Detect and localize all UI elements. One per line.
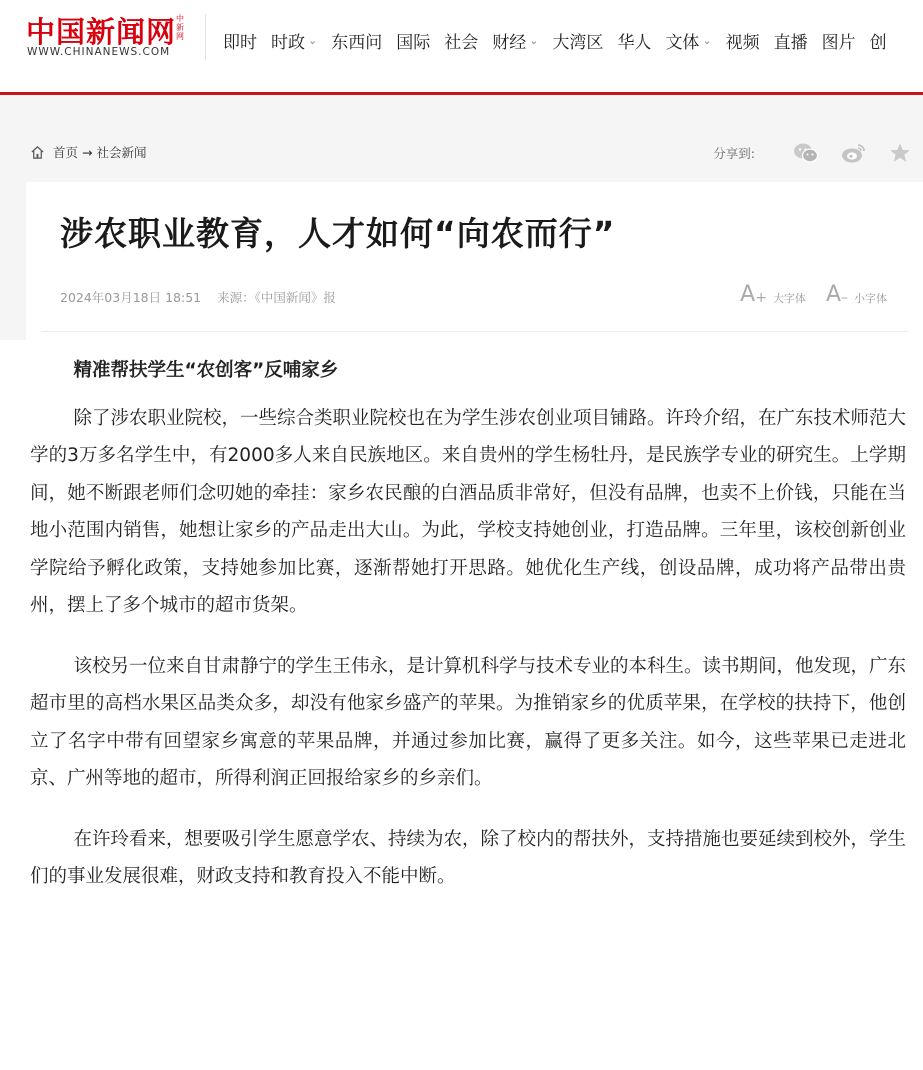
- font-large-icon: A: [740, 282, 756, 307]
- nav-item-label: 直播: [773, 32, 808, 53]
- nav-item[interactable]: [665, 28, 711, 53]
- article-source: 来源：《中国新闻》报: [217, 290, 336, 305]
- font-large-label: 大字体: [772, 292, 806, 305]
- nav-item-label: 时政: [271, 32, 305, 53]
- nav-item-label: 社会: [444, 32, 479, 53]
- nav-item-label: 创: [869, 32, 887, 53]
- chevron-down-icon: ⌄: [702, 33, 712, 47]
- nav-item-label: 文体: [665, 32, 700, 53]
- font-small-icon: A: [825, 282, 841, 307]
- article-subheading: 精准帮扶学生“农创客”反哺家乡: [73, 360, 339, 381]
- chevron-down-icon: ⌄: [529, 33, 539, 47]
- font-size-controls: [720, 284, 887, 306]
- nav-item[interactable]: [396, 28, 430, 53]
- nav-item[interactable]: [774, 28, 808, 53]
- article-paragraph: 在许玲看来，想要吸引学生愿意学农、持续为农，除了校内的帮扶外，支持措施也要延续到校外，学生们的事业发展很难，财政支持和教育投入不能中断。: [30, 828, 906, 887]
- nav-item-label: 国际: [396, 32, 431, 53]
- article-datetime: 2024年03月18日 18:51: [60, 290, 202, 305]
- star-icon: [889, 142, 911, 164]
- nav-item[interactable]: [552, 28, 603, 53]
- article-paragraph: 该校另一位来自甘肃静宁的学生王伟永，是计算机科学与技术专业的本科生。读书期间，他发现，广东超市里的高档水果区品类众多，却没有他家乡盛产的苹果。为推销家乡的优质苹果，在学校的扶持下，他创立了名字中带有回望家乡寓意的苹果品牌，并通过参加比赛，赢得了更多关注。如今，这些苹果已走进北京、广州等地的超市，所得利润正回报给家乡的乡亲们。: [30, 655, 906, 789]
- logo-divider: [205, 14, 206, 60]
- article-paragraph: 除了涉农职业院校，一些综合类职业院校也在为学生涉农创业项目铺路。许玲介绍，在广东技术师范大学的3万多名学生中，有2000多人来自民族地区。来自贵州的学生杨牡丹，是民族学专业的研究生。上学期间，她不断跟老师们念叨她的牵挂：家乡农民酿的白酒品质非常好，但没有品牌，也卖不上价钱，只能在当地小范围内销售，她想让家乡的产品走出大山。为此，学校支持她创业，打造品牌。三年里，该校创新创业学院给予孵化政策，支持她参加比赛，逐渐帮她打开思路。她优化生产线，创设品牌，成功将产品带出贵州，摆上了多个城市的超市货架。: [30, 407, 906, 616]
- font-large-icon-sign: +: [755, 290, 767, 306]
- breadcrumb-section-link[interactable]: 社会新闻: [96, 145, 147, 160]
- breadcrumb-arrow: →: [82, 144, 93, 160]
- share-label: 分享到:: [713, 146, 755, 161]
- site-header: [0, 0, 923, 92]
- nav-item-label: 大湾区: [552, 32, 604, 53]
- share-weibo-button[interactable]: [841, 142, 867, 164]
- nav-item-label: 东西问: [331, 32, 383, 53]
- logo-url: WWW.CHINANEWS.COM: [27, 46, 171, 58]
- breadcrumb-home-link[interactable]: 首页: [53, 145, 79, 160]
- font-large-button[interactable]: [740, 284, 806, 306]
- nav-item[interactable]: [492, 28, 538, 53]
- logo-wordmark: 中国新闻网: [26, 15, 177, 49]
- nav-item[interactable]: [822, 28, 856, 53]
- font-small-button[interactable]: [826, 284, 887, 306]
- main-nav: [216, 22, 923, 58]
- nav-item-label: 即时: [223, 32, 257, 53]
- nav-item[interactable]: [726, 28, 760, 53]
- share-bar: [713, 140, 911, 166]
- nav-item[interactable]: [870, 28, 887, 53]
- article-header-card: [26, 182, 923, 340]
- breadcrumb: [30, 142, 147, 162]
- nav-item-label: 财经: [492, 32, 527, 53]
- weibo-icon: [841, 142, 867, 164]
- meta-divider: [42, 331, 908, 332]
- site-logo[interactable]: [26, 10, 196, 62]
- nav-item-label: 视频: [725, 32, 760, 53]
- article-meta: [60, 288, 336, 306]
- wechat-icon: [793, 142, 819, 164]
- home-icon: [30, 145, 45, 160]
- nav-item[interactable]: [223, 28, 257, 53]
- nav-item-label: 图片: [821, 32, 856, 53]
- logo-side-text: 中新网: [176, 14, 184, 41]
- nav-item[interactable]: [331, 28, 382, 53]
- nav-item[interactable]: [617, 28, 651, 53]
- nav-item[interactable]: [271, 28, 317, 53]
- article-body: [30, 352, 906, 919]
- font-small-icon-sign: –: [841, 290, 848, 306]
- font-small-label: 小字体: [854, 292, 887, 305]
- share-favorite-button[interactable]: [889, 142, 911, 164]
- share-wechat-button[interactable]: [793, 142, 819, 164]
- nav-item-label: 华人: [617, 32, 652, 53]
- chevron-down-icon: ⌄: [308, 33, 318, 47]
- nav-item[interactable]: [444, 28, 478, 53]
- article-title: 涉农职业教育，人才如何“向农而行”: [60, 214, 616, 253]
